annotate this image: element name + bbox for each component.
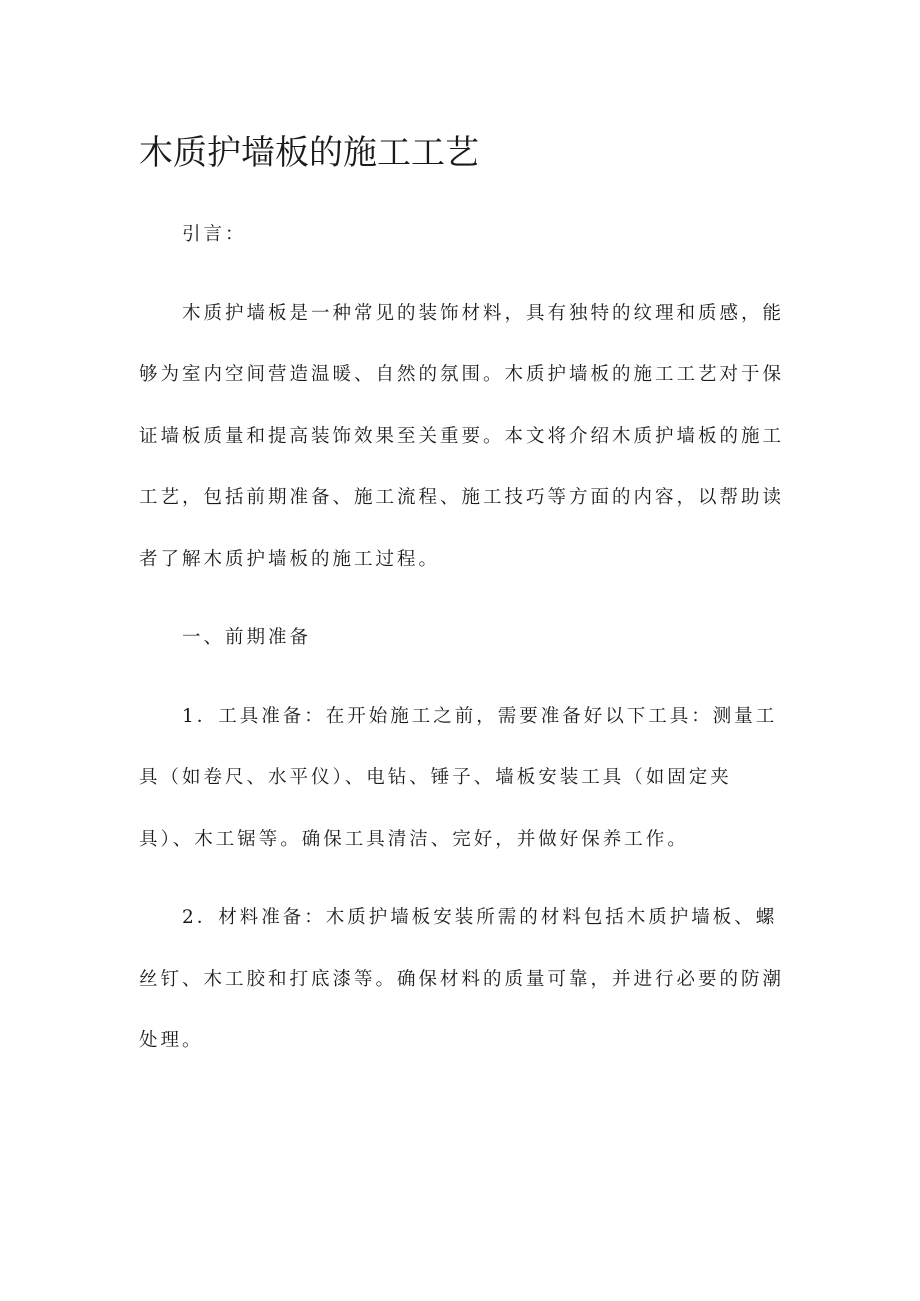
intro-label-paragraph: 引言：	[182, 224, 247, 245]
section-heading-preparation: 一、前期准备	[182, 627, 312, 648]
document-title: 木质护墙板的施工工艺	[139, 133, 479, 173]
materials-preparation-paragraph: 2．材料准备：木质护墙板安装所需的材料包括木质护墙板、螺丝钉、木工胶和打底漆等。确保材料的质量可靠，并进行必要的防潮处理。	[139, 907, 785, 1051]
intro-paragraph: 木质护墙板是一种常见的装饰材料，具有独特的纹理和质感，能够为室内空间营造温暖、自然的氛围。木质护墙板的施工工艺对于保证墙板质量和提高装饰效果至关重要。本文将介绍木质护墙板的施工工艺，包括前期准备、施工流程、施工技巧等方面的内容，以帮助读者了解木质护墙板的施工过程。	[139, 302, 785, 570]
document-body	[139, 204, 784, 1072]
tools-preparation-paragraph: 1．工具准备：在开始施工之前，需要准备好以下工具：测量工具（如卷尺、水平仪）、电钻、锤子、墙板安装工具（如固定夹具）、木工锯等。确保工具清洁、完好，并做好保养工作。	[139, 705, 778, 850]
